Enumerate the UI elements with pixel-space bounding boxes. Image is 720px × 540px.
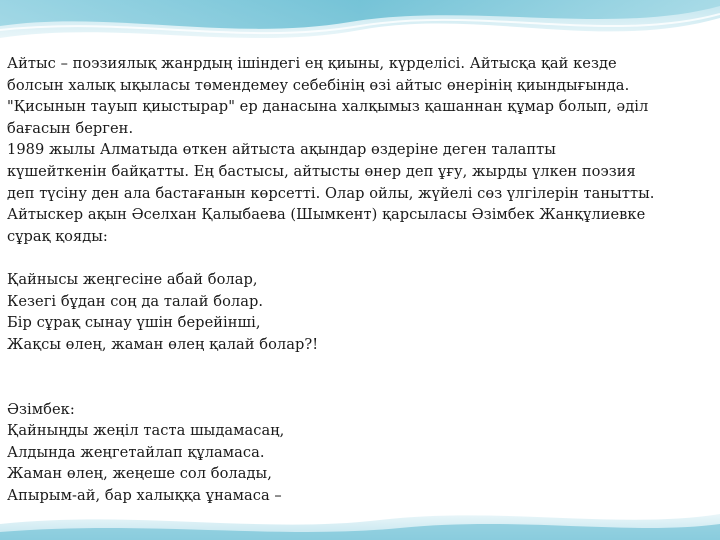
text-line: сұрақ қояды: bbox=[7, 227, 108, 245]
verse-line: Бір сұрақ сынау үшін берейінші, bbox=[7, 314, 261, 332]
paragraph-intro bbox=[7, 53, 713, 139]
text-line: Айтыскер ақын Әселхан Қалыбаева (Шымкент) қарсыласы Әзімбек Жанқұлиевке bbox=[7, 206, 646, 224]
text-line: "Қисынын тауып қиыстырар" ер данасына халқымыз қашаннан құмар болып, әділ bbox=[7, 98, 649, 116]
spacer bbox=[7, 247, 713, 269]
slide-body bbox=[7, 53, 713, 506]
verse-line: Жақсы өлең, жаман өлең қалай болар?! bbox=[7, 335, 319, 353]
verse-line: Жаман өлең, жеңеше сол болады, bbox=[7, 465, 272, 483]
verse-line: Қайнысы жеңгесіне абай болар, bbox=[7, 270, 258, 288]
text-line: Айтыс – поэзиялық жанрдың ішіндегі ең қиыны, күрделісі. Айтысқа қай кезде bbox=[7, 55, 617, 72]
verse-line: Қайныңды жеңіл таста шыдамасаң, bbox=[7, 422, 285, 440]
text-line: деп түсіну ден ала бастағанын көрсетті. Олар ойлы, жүйелі сөз үлгілерін танытты. bbox=[7, 184, 655, 202]
verse-line: Кезегі бұдан соң да талай болар. bbox=[7, 292, 264, 310]
spacer bbox=[7, 355, 713, 377]
verse-line: Алдында жеңгетайлап құламаса. bbox=[7, 443, 265, 461]
text-line: күшейткенін байқатты. Ең бастысы, айтысты өнер деп ұғу, жырды үлкен поэзия bbox=[7, 162, 636, 180]
top-wave-decoration bbox=[0, 0, 720, 60]
speaker-name: Әзімбек: bbox=[7, 400, 75, 418]
verse-aselkhan bbox=[7, 269, 713, 355]
paragraph-1989 bbox=[7, 139, 713, 247]
spacer bbox=[7, 377, 713, 399]
text-line: болсын халық ықыласы төмендемеу себебінің өзі айтыс өнерінің қиындығында. bbox=[7, 76, 630, 94]
text-line: 1989 жылы Алматыда өткен айтыста ақындар өздеріне деген талапты bbox=[7, 141, 556, 159]
verse-line: Апырым-ай, бар халыққа ұнамаса – bbox=[7, 486, 282, 504]
bottom-wave-decoration bbox=[0, 490, 720, 540]
text-line: бағасын берген. bbox=[7, 119, 134, 137]
